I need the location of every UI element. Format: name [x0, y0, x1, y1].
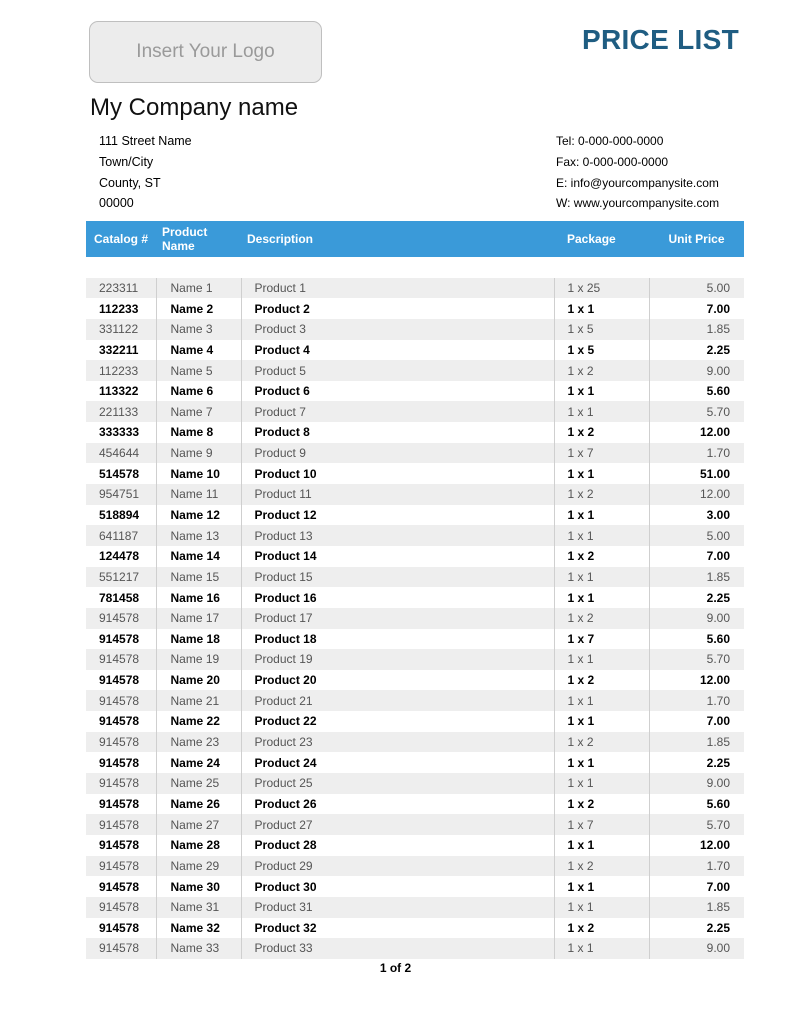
table-row: [86, 319, 744, 340]
cell-unit-price: 5.00: [649, 525, 744, 546]
cell-unit-price: 12.00: [649, 670, 744, 691]
cell-product-name: Name 29: [156, 856, 241, 877]
cell-package: 1 x 1: [554, 463, 649, 484]
cell-catalog: 914578: [86, 918, 156, 939]
cell-package: 1 x 1: [554, 381, 649, 402]
cell-package: 1 x 1: [554, 711, 649, 732]
table-row: [86, 918, 744, 939]
cell-description: Product 2: [241, 298, 554, 319]
table-row: [86, 567, 744, 588]
cell-package: 1 x 1: [554, 773, 649, 794]
cell-package: 1 x 1: [554, 567, 649, 588]
cell-catalog: 914578: [86, 629, 156, 650]
cell-description: Product 15: [241, 567, 554, 588]
cell-description: Product 1: [241, 278, 554, 299]
cell-unit-price: 2.25: [649, 752, 744, 773]
cell-description: Product 27: [241, 814, 554, 835]
cell-product-name: Name 3: [156, 319, 241, 340]
cell-catalog: 914578: [86, 876, 156, 897]
cell-product-name: Name 5: [156, 360, 241, 381]
column-header-product-name: Product Name: [156, 221, 241, 257]
cell-catalog: 914578: [86, 752, 156, 773]
cell-unit-price: 12.00: [649, 484, 744, 505]
cell-description: Product 29: [241, 856, 554, 877]
cell-description: Product 25: [241, 773, 554, 794]
cell-unit-price: 7.00: [649, 876, 744, 897]
cell-catalog: 914578: [86, 938, 156, 959]
cell-unit-price: 1.85: [649, 732, 744, 753]
cell-product-name: Name 31: [156, 897, 241, 918]
cell-catalog: 112233: [86, 298, 156, 319]
cell-package: 1 x 2: [554, 794, 649, 815]
cell-product-name: Name 22: [156, 711, 241, 732]
cell-catalog: 954751: [86, 484, 156, 505]
cell-unit-price: 1.85: [649, 897, 744, 918]
cell-package: 1 x 1: [554, 525, 649, 546]
cell-description: Product 7: [241, 401, 554, 422]
contact-fax: Fax: 0-000-000-0000: [556, 154, 669, 169]
cell-description: Product 22: [241, 711, 554, 732]
cell-catalog: 333333: [86, 422, 156, 443]
cell-description: Product 4: [241, 340, 554, 361]
cell-catalog: 914578: [86, 794, 156, 815]
cell-catalog: 781458: [86, 587, 156, 608]
cell-unit-price: 7.00: [649, 298, 744, 319]
cell-catalog: 514578: [86, 463, 156, 484]
cell-catalog: 124478: [86, 546, 156, 567]
cell-unit-price: 1.70: [649, 690, 744, 711]
cell-description: Product 9: [241, 443, 554, 464]
table-row: [86, 484, 744, 505]
cell-catalog: 223311: [86, 278, 156, 299]
cell-product-name: Name 7: [156, 401, 241, 422]
column-header-unit-price: Unit Price: [649, 221, 744, 257]
cell-product-name: Name 23: [156, 732, 241, 753]
table-row: [86, 938, 744, 959]
cell-unit-price: 2.25: [649, 918, 744, 939]
cell-unit-price: 9.00: [649, 360, 744, 381]
cell-package: 1 x 2: [554, 546, 649, 567]
cell-package: 1 x 1: [554, 505, 649, 526]
address-street: 111 Street Name: [99, 134, 192, 148]
cell-catalog: 914578: [86, 649, 156, 670]
cell-unit-price: 7.00: [649, 546, 744, 567]
cell-unit-price: 1.70: [649, 443, 744, 464]
cell-package: 1 x 2: [554, 856, 649, 877]
cell-product-name: Name 9: [156, 443, 241, 464]
cell-unit-price: 5.60: [649, 629, 744, 650]
cell-description: Product 11: [241, 484, 554, 505]
contact-web: W: www.yourcompanysite.com: [556, 196, 720, 211]
cell-package: 1 x 5: [554, 340, 649, 361]
cell-product-name: Name 2: [156, 298, 241, 319]
cell-product-name: Name 1: [156, 278, 241, 299]
cell-package: 1 x 2: [554, 608, 649, 629]
table-row: [86, 794, 744, 815]
table-row: [86, 443, 744, 464]
cell-product-name: Name 28: [156, 835, 241, 856]
table-row: [86, 340, 744, 361]
cell-package: 1 x 1: [554, 876, 649, 897]
table-row: [86, 856, 744, 877]
company-address: [99, 131, 192, 214]
cell-product-name: Name 6: [156, 381, 241, 402]
cell-catalog: 914578: [86, 835, 156, 856]
cell-package: 1 x 1: [554, 587, 649, 608]
cell-description: Product 26: [241, 794, 554, 815]
table-row: [86, 546, 744, 567]
cell-product-name: Name 12: [156, 505, 241, 526]
table-row: [86, 298, 744, 319]
cell-catalog: 914578: [86, 773, 156, 794]
cell-catalog: 914578: [86, 897, 156, 918]
cell-description: Product 21: [241, 690, 554, 711]
cell-description: Product 13: [241, 525, 554, 546]
cell-product-name: Name 8: [156, 422, 241, 443]
cell-description: Product 32: [241, 918, 554, 939]
cell-unit-price: 9.00: [649, 773, 744, 794]
cell-product-name: Name 27: [156, 814, 241, 835]
cell-package: 1 x 7: [554, 814, 649, 835]
cell-unit-price: 1.70: [649, 856, 744, 877]
cell-unit-price: 9.00: [649, 608, 744, 629]
cell-description: Product 23: [241, 732, 554, 753]
cell-unit-price: 51.00: [649, 463, 744, 484]
cell-unit-price: 2.25: [649, 340, 744, 361]
table-row: [86, 608, 744, 629]
cell-product-name: Name 21: [156, 690, 241, 711]
table-spacer: [86, 257, 744, 278]
cell-description: Product 5: [241, 360, 554, 381]
cell-product-name: Name 15: [156, 567, 241, 588]
cell-product-name: Name 4: [156, 340, 241, 361]
table-row: [86, 835, 744, 856]
cell-description: Product 30: [241, 876, 554, 897]
cell-product-name: Name 14: [156, 546, 241, 567]
cell-product-name: Name 17: [156, 608, 241, 629]
cell-unit-price: 5.60: [649, 381, 744, 402]
cell-description: Product 20: [241, 670, 554, 691]
cell-description: Product 18: [241, 629, 554, 650]
cell-description: Product 17: [241, 608, 554, 629]
cell-package: 1 x 7: [554, 629, 649, 650]
cell-package: 1 x 1: [554, 835, 649, 856]
table-row: [86, 505, 744, 526]
table-row: [86, 649, 744, 670]
table-row: [86, 422, 744, 443]
cell-catalog: 914578: [86, 732, 156, 753]
table-row: [86, 587, 744, 608]
cell-product-name: Name 10: [156, 463, 241, 484]
table-row: [86, 752, 744, 773]
column-header-package: Package: [554, 221, 649, 257]
cell-unit-price: 5.70: [649, 814, 744, 835]
cell-unit-price: 5.70: [649, 649, 744, 670]
address-zip: 00000: [99, 196, 134, 211]
table-row: [86, 670, 744, 691]
cell-product-name: Name 13: [156, 525, 241, 546]
cell-catalog: 112233: [86, 360, 156, 381]
cell-catalog: 914578: [86, 711, 156, 732]
cell-catalog: 914578: [86, 856, 156, 877]
cell-description: Product 3: [241, 319, 554, 340]
cell-unit-price: 1.85: [649, 567, 744, 588]
cell-description: Product 6: [241, 381, 554, 402]
table-row: [86, 711, 744, 732]
cell-unit-price: 7.00: [649, 711, 744, 732]
page-number: 1 of 2: [379, 961, 412, 975]
cell-catalog: 454644: [86, 443, 156, 464]
cell-catalog: 914578: [86, 670, 156, 691]
cell-unit-price: 5.60: [649, 794, 744, 815]
cell-catalog: 914578: [86, 608, 156, 629]
cell-description: Product 33: [241, 938, 554, 959]
cell-catalog: 113322: [86, 381, 156, 402]
cell-catalog: 331122: [86, 319, 156, 340]
cell-product-name: Name 33: [156, 938, 241, 959]
table-row: [86, 360, 744, 381]
table-row: [86, 525, 744, 546]
cell-package: 1 x 2: [554, 422, 649, 443]
cell-package: 1 x 1: [554, 752, 649, 773]
page-title: PRICE LIST: [581, 24, 739, 55]
table-body: [86, 257, 744, 959]
cell-product-name: Name 32: [156, 918, 241, 939]
cell-description: Product 24: [241, 752, 554, 773]
cell-product-name: Name 25: [156, 773, 241, 794]
cell-unit-price: 12.00: [649, 422, 744, 443]
cell-catalog: 551217: [86, 567, 156, 588]
cell-package: 1 x 1: [554, 690, 649, 711]
cell-package: 1 x 2: [554, 732, 649, 753]
cell-description: Product 16: [241, 587, 554, 608]
contact-email: E: info@yourcompanysite.com: [556, 175, 719, 190]
cell-package: 1 x 1: [554, 401, 649, 422]
cell-package: 1 x 7: [554, 443, 649, 464]
table-row: [86, 278, 744, 299]
company-contact: [556, 131, 719, 214]
cell-package: 1 x 2: [554, 360, 649, 381]
address-county: County, ST: [99, 175, 161, 190]
company-name: My Company name: [90, 94, 299, 121]
cell-package: 1 x 1: [554, 649, 649, 670]
price-table: [86, 221, 744, 959]
cell-product-name: Name 30: [156, 876, 241, 897]
cell-package: 1 x 25: [554, 278, 649, 299]
column-header-catalog: Catalog #: [86, 221, 156, 257]
cell-product-name: Name 20: [156, 670, 241, 691]
cell-catalog: 332211: [86, 340, 156, 361]
table-row: [86, 629, 744, 650]
table-row: [86, 814, 744, 835]
cell-unit-price: 3.00: [649, 505, 744, 526]
table-row: [86, 690, 744, 711]
table-row: [86, 897, 744, 918]
cell-package: 1 x 2: [554, 670, 649, 691]
cell-package: 1 x 1: [554, 298, 649, 319]
table-row: [86, 876, 744, 897]
address-city: Town/City: [99, 154, 154, 169]
table-row: [86, 732, 744, 753]
cell-description: Product 14: [241, 546, 554, 567]
cell-description: Product 19: [241, 649, 554, 670]
cell-catalog: 221133: [86, 401, 156, 422]
cell-catalog: 914578: [86, 690, 156, 711]
cell-description: Product 8: [241, 422, 554, 443]
cell-catalog: 641187: [86, 525, 156, 546]
table-row: [86, 773, 744, 794]
cell-unit-price: 12.00: [649, 835, 744, 856]
cell-package: 1 x 1: [554, 897, 649, 918]
cell-package: 1 x 1: [554, 938, 649, 959]
cell-description: Product 10: [241, 463, 554, 484]
table-row: [86, 463, 744, 484]
table-header-row: [86, 221, 744, 257]
cell-product-name: Name 19: [156, 649, 241, 670]
cell-package: 1 x 2: [554, 918, 649, 939]
table-row: [86, 401, 744, 422]
cell-package: 1 x 2: [554, 484, 649, 505]
cell-product-name: Name 18: [156, 629, 241, 650]
cell-catalog: 914578: [86, 814, 156, 835]
cell-description: Product 12: [241, 505, 554, 526]
cell-package: 1 x 5: [554, 319, 649, 340]
cell-description: Product 28: [241, 835, 554, 856]
cell-unit-price: 1.85: [649, 319, 744, 340]
cell-catalog: 518894: [86, 505, 156, 526]
cell-unit-price: 5.00: [649, 278, 744, 299]
cell-product-name: Name 24: [156, 752, 241, 773]
logo-placeholder: Insert Your Logo: [89, 21, 322, 83]
column-header-description: Description: [241, 221, 554, 257]
cell-product-name: Name 11: [156, 484, 241, 505]
contact-tel: Tel: 0-000-000-0000: [556, 134, 664, 148]
cell-product-name: Name 16: [156, 587, 241, 608]
table-row: [86, 381, 744, 402]
cell-description: Product 31: [241, 897, 554, 918]
cell-unit-price: 5.70: [649, 401, 744, 422]
cell-unit-price: 2.25: [649, 587, 744, 608]
cell-unit-price: 9.00: [649, 938, 744, 959]
cell-product-name: Name 26: [156, 794, 241, 815]
